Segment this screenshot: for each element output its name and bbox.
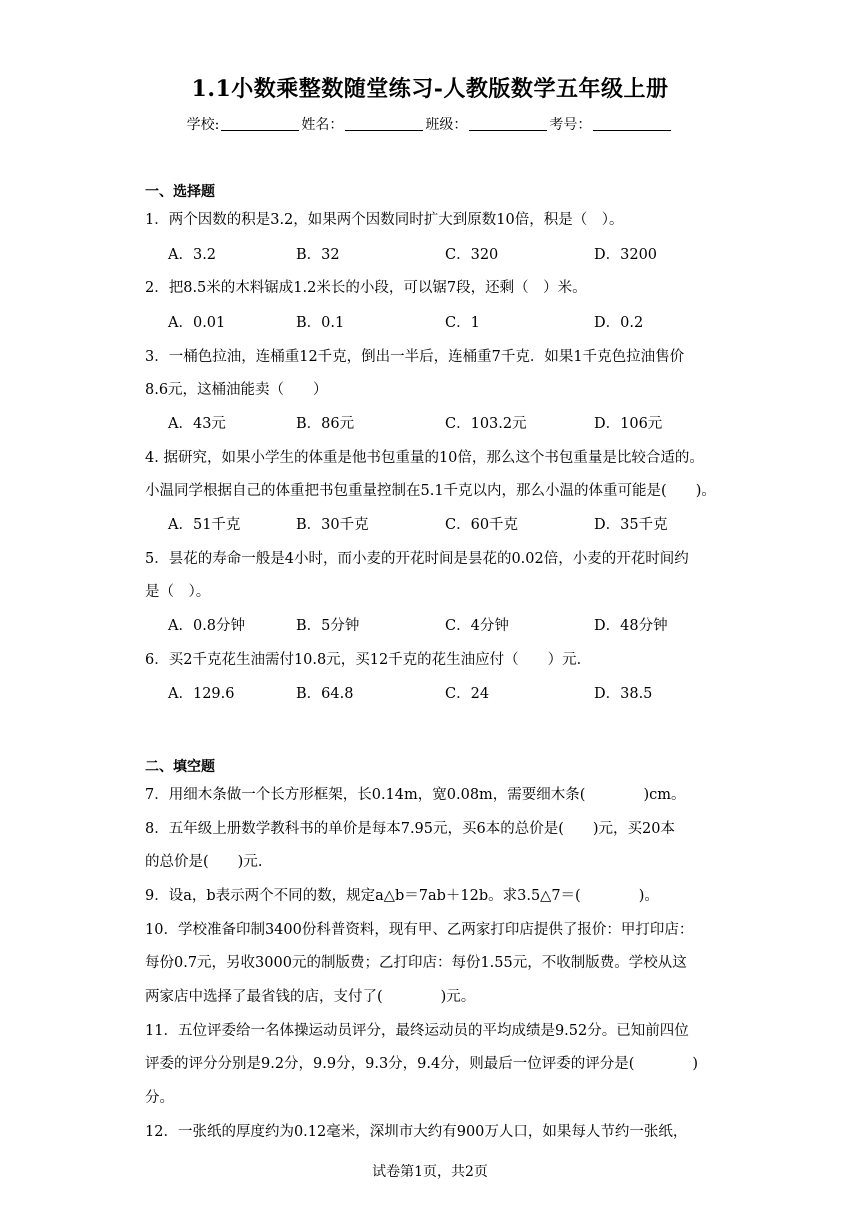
question-9: 9．设a，b表示两个不同的数，规定a△b＝7ab＋12b。求3.5△7＝( )。 [145,888,659,904]
option-b: B．64.8 [296,686,354,702]
option-d: D．48分钟 [594,618,668,634]
student-info-line [0,114,860,134]
option-a: A．3.2 [168,247,217,263]
option-c: C．60千克 [445,517,519,533]
option-b: B．86元 [296,416,355,432]
question-3-line-1: 3．一桶色拉油，连桶重12千克，倒出一半后，连桶重7千克．如果1千克色拉油售价 [145,349,685,365]
question-11-line-3: 分。 [145,1090,174,1106]
question-5-line-2: 是（ ）。 [145,584,211,600]
question-10-line-2: 每份0.7元，另收3000元的制版费；乙打印店：每份1.55元，不收制版费。学校从这 [145,955,687,971]
option-b: B．0.1 [296,315,345,331]
option-d: D．38.5 [594,686,653,702]
option-d: D．3200 [594,247,658,263]
page-title: 1.1小数乘整数随堂练习-人教版数学五年级上册 [191,76,669,102]
option-d: D．35千克 [594,517,668,533]
question-11-line-1: 11．五位评委给一名体操运动员评分，最终运动员的平均成绩是9.52分。已知前四位 [145,1023,689,1039]
page-footer: 试卷第1页，共2页 [372,1164,488,1180]
question-3-line-2: 8.6元，这桶油能卖（ ） [145,382,328,398]
question-7: 7．用细木条做一个长方形框架，长0.14m，宽0.08m，需要细木条( )cm。 [145,787,686,803]
option-a: A．129.6 [168,686,235,702]
section-choice-title: 一、选择题 [145,184,215,200]
question-1-options [168,243,728,263]
option-a: A．43元 [168,416,226,432]
option-c: C．24 [445,686,490,702]
option-c: C．4分钟 [445,618,509,634]
option-c: C．103.2元 [445,416,527,432]
option-c: C．320 [445,247,499,263]
class-blank [469,116,547,131]
question-12-line-1: 12．一张纸的厚度约为0.12毫米，深圳市大约有900万人口，如果每人节约一张纸， [145,1124,688,1140]
exam-no-label: 考号： [549,117,592,133]
question-10-line-3: 两家店中选择了最省钱的店，支付了( )元。 [145,989,476,1005]
question-11-line-2: 评委的评分分别是9.2分，9.9分，9.3分，9.4分，则最后一位评委的评分是( ) [145,1056,699,1072]
option-a: A．0.8分钟 [168,618,246,634]
question-5-options [168,614,728,634]
option-d: D．106元 [594,416,663,432]
name-blank [345,116,423,131]
question-4-options [168,513,728,533]
school-blank [221,116,299,131]
question-10-line-1: 10．学校准备印制3400份科普资料，现有甲、乙两家打印店提供了报价：甲打印店： [145,922,694,938]
question-3-options [168,412,728,432]
exam-no-blank [593,116,671,131]
question-5-line-1: 5．昙花的寿命一般是4小时，而小麦的开花时间是昙花的0.02倍，小麦的开花时间约 [145,551,689,567]
class-label: 班级： [425,117,468,133]
question-8-line-2: 的总价是( )元. [145,854,263,870]
option-b: B．30千克 [296,517,369,533]
question-1: 1．两个因数的积是3.2，如果两个因数同时扩大到原数10倍，积是（ ）。 [145,212,624,228]
section-fill-title: 二、填空题 [145,759,215,775]
option-a: A．51千克 [168,517,241,533]
question-2: 2．把8.5米的木料锯成1.2米长的小段，可以锯7段，还剩（ ）米。 [145,280,587,296]
option-d: D．0.2 [594,315,644,331]
name-label: 姓名： [301,117,344,133]
question-6: 6．买2千克花生油需付10.8元，买12千克的花生油应付（ ）元． [145,652,592,668]
option-b: B．5分钟 [296,618,360,634]
question-6-options [168,682,728,702]
question-4-line-1: 4. 据研究，如果小学生的体重是他书包重量的10倍，那么这个书包重量是比较合适的。 [145,450,704,466]
question-8-line-1: 8．五年级上册数学教科书的单价是每本7.95元，买6本的总价是( )元，买20本 [145,821,675,837]
school-label: 学校: [186,117,220,133]
option-b: B．32 [296,247,340,263]
question-4-line-2: 小温同学根据自己的体重把书包重量控制在5.1千克以内，那么小温的体重可能是( )。 [145,483,716,499]
option-c: C．1 [445,315,480,331]
question-2-options [168,311,728,331]
option-a: A．0.01 [168,315,226,331]
